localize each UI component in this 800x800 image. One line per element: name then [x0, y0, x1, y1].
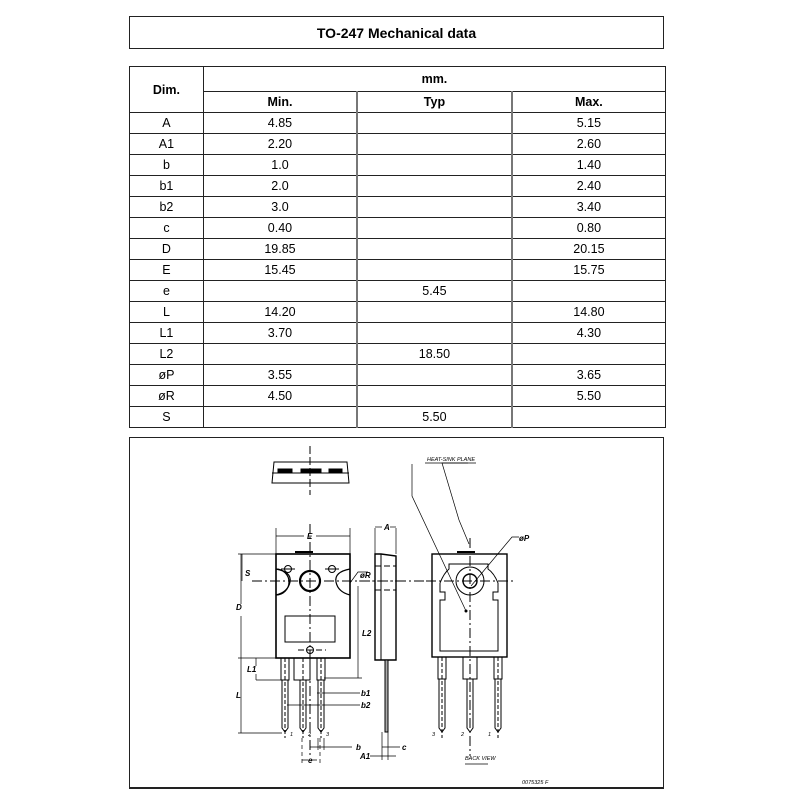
cell-max: 2.60	[512, 134, 666, 155]
cell-dim: b	[130, 155, 204, 176]
cell-dim: D	[130, 239, 204, 260]
cell-max: 2.40	[512, 176, 666, 197]
cell-typ	[357, 239, 512, 260]
svg-text:A: A	[384, 523, 390, 532]
header-dim: Dim.	[130, 67, 204, 113]
cell-typ	[357, 134, 512, 155]
svg-text:e: e	[308, 756, 313, 765]
svg-text:3: 3	[326, 732, 330, 738]
svg-text:1: 1	[290, 732, 294, 738]
cell-dim: L2	[130, 344, 204, 365]
table-row	[130, 176, 666, 197]
to247-outline-drawing	[130, 438, 665, 790]
svg-text:HEAT-SINK PLANE: HEAT-SINK PLANE	[427, 457, 475, 463]
cell-dim: e	[130, 281, 204, 302]
table-row	[130, 197, 666, 218]
cell-max: 5.15	[512, 113, 666, 134]
table-row	[130, 155, 666, 176]
cell-typ	[357, 197, 512, 218]
cell-min: 1.0	[203, 155, 357, 176]
cell-dim: c	[130, 218, 204, 239]
table-row	[130, 134, 666, 155]
svg-text:E: E	[307, 532, 313, 541]
table-row	[130, 407, 666, 428]
side-view	[359, 527, 405, 760]
back-view	[412, 463, 519, 764]
svg-text:b2: b2	[361, 701, 371, 710]
cell-max: 3.40	[512, 197, 666, 218]
table-row	[130, 281, 666, 302]
cell-typ: 18.50	[357, 344, 512, 365]
header-max: Max.	[512, 92, 666, 113]
cell-dim: øP	[130, 365, 204, 386]
table-row	[130, 113, 666, 134]
svg-text:3: 3	[432, 732, 436, 738]
page-title: TO-247 Mechanical data	[129, 16, 664, 49]
cell-min: 14.20	[203, 302, 357, 323]
svg-text:b: b	[356, 743, 361, 752]
cell-max: 5.50	[512, 386, 666, 407]
table-row	[130, 365, 666, 386]
package-drawing	[129, 437, 664, 789]
table-row	[130, 239, 666, 260]
table-row	[130, 302, 666, 323]
cell-dim: L	[130, 302, 204, 323]
svg-text:S: S	[245, 569, 251, 578]
cell-typ	[357, 155, 512, 176]
svg-text:A1: A1	[360, 752, 371, 761]
svg-text:L1: L1	[247, 665, 257, 674]
svg-text:2: 2	[461, 732, 465, 738]
cell-min: 15.45	[203, 260, 357, 281]
cell-max	[512, 344, 666, 365]
svg-text:L: L	[236, 691, 241, 700]
cell-max	[512, 407, 666, 428]
cell-max: 1.40	[512, 155, 666, 176]
table-row	[130, 323, 666, 344]
mechanical-data-table	[129, 66, 666, 428]
cell-min: 3.0	[203, 197, 357, 218]
svg-text:2: 2	[308, 732, 312, 738]
header-typ: Typ	[357, 92, 512, 113]
cell-max: 0.80	[512, 218, 666, 239]
top-view	[272, 446, 349, 495]
cell-typ	[357, 386, 512, 407]
table-row	[130, 218, 666, 239]
svg-text:D: D	[236, 603, 242, 612]
svg-text:øP: øP	[519, 534, 530, 543]
cell-min: 3.55	[203, 365, 357, 386]
cell-min	[203, 407, 357, 428]
cell-min: 4.50	[203, 386, 357, 407]
cell-dim: L1	[130, 323, 204, 344]
cell-max: 15.75	[512, 260, 666, 281]
cell-typ: 5.50	[357, 407, 512, 428]
svg-text:0075325 F: 0075325 F	[522, 780, 549, 786]
cell-min: 2.20	[203, 134, 357, 155]
svg-text:BACK VIEW: BACK VIEW	[465, 756, 496, 762]
cell-typ	[357, 365, 512, 386]
cell-typ	[357, 113, 512, 134]
cell-min	[203, 344, 357, 365]
cell-min	[203, 281, 357, 302]
cell-max: 4.30	[512, 323, 666, 344]
cell-dim: A1	[130, 134, 204, 155]
table-row	[130, 260, 666, 281]
front-view	[252, 524, 430, 756]
cell-typ: 5.45	[357, 281, 512, 302]
cell-dim: b1	[130, 176, 204, 197]
svg-text:øR: øR	[360, 571, 371, 580]
svg-text:c: c	[402, 743, 407, 752]
svg-text:1: 1	[488, 732, 492, 738]
svg-text:L2: L2	[362, 629, 372, 638]
cell-max: 14.80	[512, 302, 666, 323]
cell-dim: S	[130, 407, 204, 428]
cell-typ	[357, 260, 512, 281]
table-row	[130, 344, 666, 365]
cell-min: 19.85	[203, 239, 357, 260]
header-unit: mm.	[203, 67, 665, 92]
cell-dim: øR	[130, 386, 204, 407]
cell-min: 4.85	[203, 113, 357, 134]
table-row	[130, 386, 666, 407]
cell-min: 0.40	[203, 218, 357, 239]
cell-max: 20.15	[512, 239, 666, 260]
cell-max	[512, 281, 666, 302]
svg-text:b1: b1	[361, 689, 371, 698]
cell-typ	[357, 323, 512, 344]
drawing-labels	[236, 457, 549, 786]
cell-dim: b2	[130, 197, 204, 218]
cell-min: 3.70	[203, 323, 357, 344]
header-min: Min.	[203, 92, 357, 113]
cell-dim: A	[130, 113, 204, 134]
cell-max: 3.65	[512, 365, 666, 386]
cell-typ	[357, 302, 512, 323]
cell-dim: E	[130, 260, 204, 281]
cell-typ	[357, 218, 512, 239]
cell-typ	[357, 176, 512, 197]
cell-min: 2.0	[203, 176, 357, 197]
dimension-lines	[238, 528, 368, 764]
